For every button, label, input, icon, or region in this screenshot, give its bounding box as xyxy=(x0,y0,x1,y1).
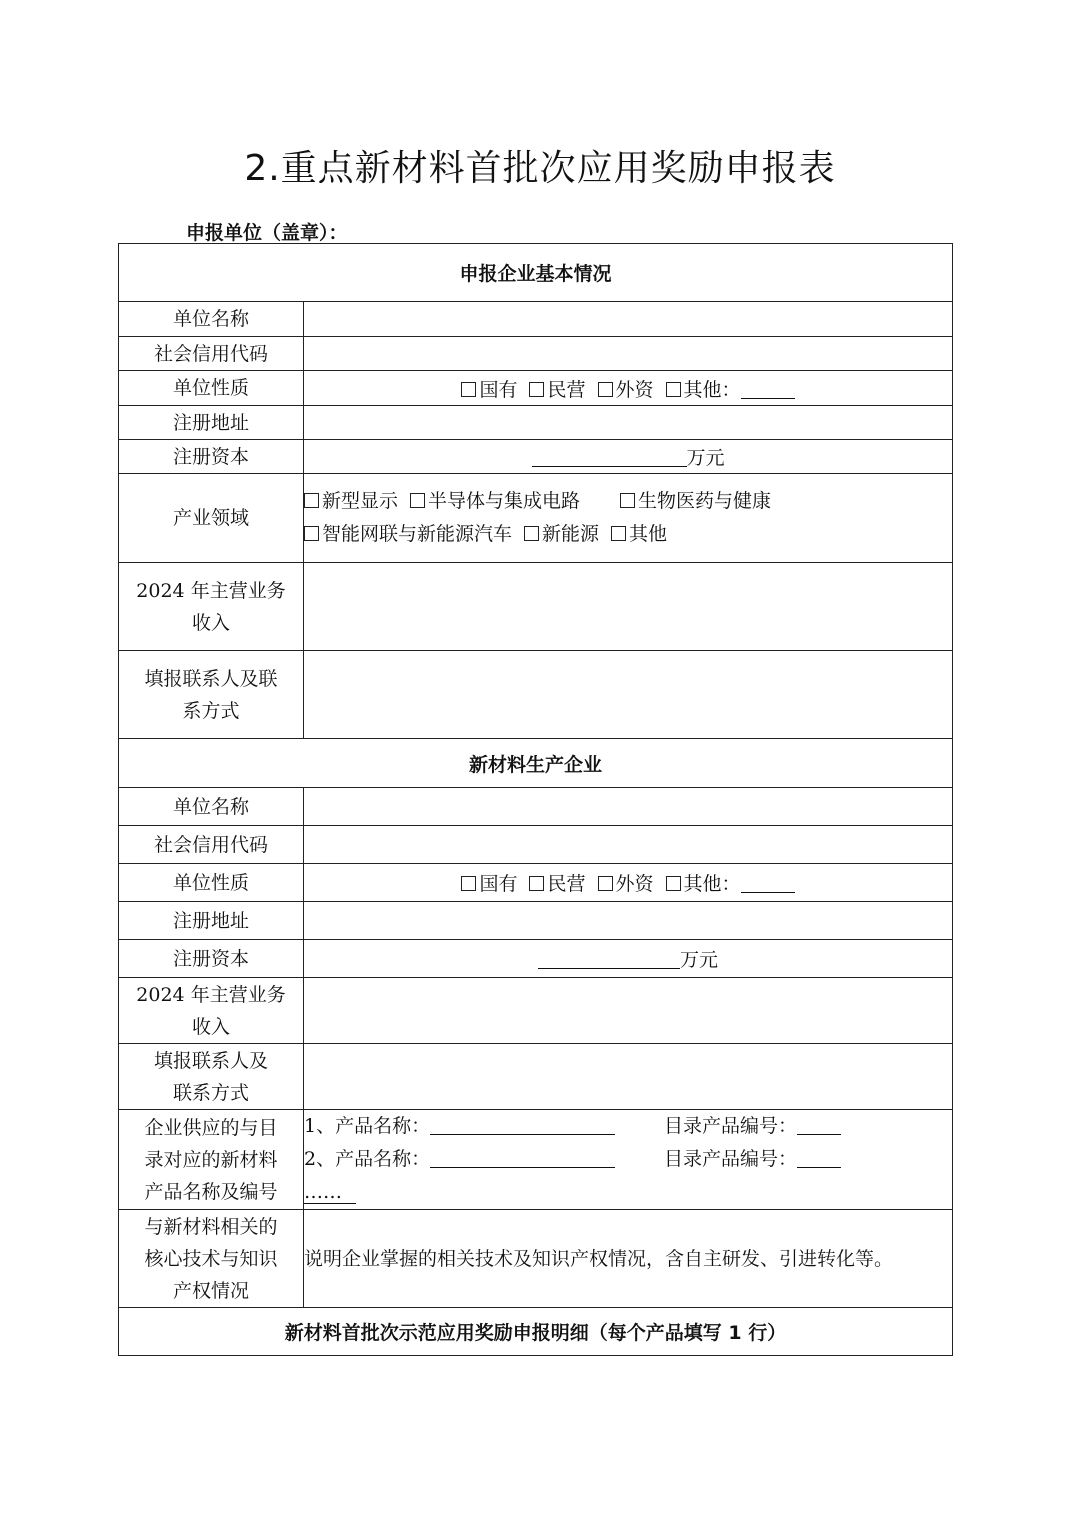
s2-capital-blank[interactable] xyxy=(538,948,680,969)
s1-nature-label: 单位性质 xyxy=(119,371,304,406)
s1-capital-unit: 万元 xyxy=(686,447,725,469)
s1-contact-label: 填报联系人及联 系方式 xyxy=(119,651,304,739)
s1-field-option-display[interactable]: 新型显示 xyxy=(304,485,398,518)
s1-field-option-vehicles[interactable]: 智能网联与新能源汽车 xyxy=(304,518,512,551)
s2-tech-field[interactable] xyxy=(304,1210,953,1308)
s1-field-options xyxy=(304,474,953,563)
s1-credit-label: 社会信用代码 xyxy=(119,337,304,371)
s1-field-option-semiconductor[interactable]: 半导体与集成电路 xyxy=(410,485,580,518)
s2-capital-unit: 万元 xyxy=(680,949,719,971)
s2-capital-label: 注册资本 xyxy=(119,940,304,978)
s1-nature-other-blank[interactable] xyxy=(741,378,795,399)
s1-address-field[interactable] xyxy=(304,406,953,440)
s1-name-label: 单位名称 xyxy=(119,302,304,337)
s2-product1-code-blank[interactable] xyxy=(797,1114,841,1135)
s2-product-more: …… xyxy=(304,1181,356,1204)
s1-name-field[interactable] xyxy=(304,302,953,337)
checkbox-icon xyxy=(666,382,681,397)
s2-tech-note: 说明企业掌握的相关技术及知识产权情况，含自主研发、引进转化等。 xyxy=(304,1247,894,1270)
s2-revenue-field[interactable] xyxy=(304,978,953,1044)
s2-contact-field[interactable] xyxy=(304,1044,953,1110)
s2-product-list xyxy=(304,1110,953,1210)
s2-product-label: 企业供应的与目 录对应的新材料 产品名称及编号 xyxy=(119,1110,304,1210)
s1-nature-option-other[interactable]: 其他： xyxy=(666,375,795,402)
s1-field-option-new-energy[interactable]: 新能源 xyxy=(524,518,599,551)
s1-field-option-other[interactable]: 其他 xyxy=(611,518,667,551)
checkbox-icon xyxy=(666,876,681,891)
checkbox-icon xyxy=(410,493,425,508)
checkbox-icon xyxy=(611,526,626,541)
s1-credit-field[interactable] xyxy=(304,337,953,371)
s2-nature-options xyxy=(304,864,953,902)
checkbox-icon xyxy=(620,493,635,508)
s2-nature-option-foreign[interactable]: 外资 xyxy=(598,869,654,896)
s1-field-label: 产业领域 xyxy=(119,474,304,563)
checkbox-icon xyxy=(529,382,544,397)
s2-address-field[interactable] xyxy=(304,902,953,940)
s1-nature-option-foreign[interactable]: 外资 xyxy=(598,375,654,402)
s1-field-option-biomedicine[interactable]: 生物医药与健康 xyxy=(620,485,771,518)
checkbox-icon xyxy=(598,382,613,397)
s2-nature-label: 单位性质 xyxy=(119,864,304,902)
checkbox-icon xyxy=(461,382,476,397)
s2-name-field[interactable] xyxy=(304,788,953,826)
s2-nature-other-blank[interactable] xyxy=(741,872,795,893)
s1-nature-option-private[interactable]: 民营 xyxy=(529,375,585,402)
s2-credit-label: 社会信用代码 xyxy=(119,826,304,864)
s2-product-row-2: 2、产品名称： 目录产品编号： xyxy=(304,1143,952,1176)
s2-contact-label: 填报联系人及 联系方式 xyxy=(119,1044,304,1110)
s1-address-label: 注册地址 xyxy=(119,406,304,440)
s2-product2-code-blank[interactable] xyxy=(797,1147,841,1168)
s1-contact-field[interactable] xyxy=(304,651,953,739)
section-header-award-detail: 新材料首批次示范应用奖励申报明细（每个产品填写 1 行） xyxy=(119,1308,953,1356)
s2-nature-option-private[interactable]: 民营 xyxy=(529,869,585,896)
s2-credit-field[interactable] xyxy=(304,826,953,864)
s2-revenue-label: 2024 年主营业务 收入 xyxy=(119,978,304,1044)
s1-revenue-field[interactable] xyxy=(304,563,953,651)
s2-address-label: 注册地址 xyxy=(119,902,304,940)
s1-capital-field xyxy=(304,440,953,474)
checkbox-icon xyxy=(304,493,319,508)
page-title: 2.重点新材料首批次应用奖励申报表 xyxy=(244,148,836,189)
application-form-table xyxy=(118,243,953,1356)
s2-tech-label: 与新材料相关的 核心技术与知识 产权情况 xyxy=(119,1210,304,1308)
s1-revenue-label: 2024 年主营业务 收入 xyxy=(119,563,304,651)
s2-nature-option-other[interactable]: 其他： xyxy=(666,869,795,896)
s2-name-label: 单位名称 xyxy=(119,788,304,826)
s2-nature-option-state[interactable]: 国有 xyxy=(461,869,517,896)
s2-product1-name-blank[interactable] xyxy=(430,1114,615,1135)
s2-capital-field xyxy=(304,940,953,978)
checkbox-icon xyxy=(524,526,539,541)
section-header-applicant: 申报企业基本情况 xyxy=(119,244,953,302)
checkbox-icon xyxy=(529,876,544,891)
applicant-unit-label: 申报单位（盖章）： xyxy=(186,222,348,244)
s1-capital-blank[interactable] xyxy=(532,446,687,467)
checkbox-icon xyxy=(304,526,319,541)
section-header-producer: 新材料生产企业 xyxy=(119,739,953,788)
s2-product-row-1: 1、产品名称： 目录产品编号： xyxy=(304,1110,952,1143)
s1-nature-options xyxy=(304,371,953,406)
checkbox-icon xyxy=(461,876,476,891)
s2-product2-name-blank[interactable] xyxy=(430,1147,615,1168)
s1-capital-label: 注册资本 xyxy=(119,440,304,474)
s1-nature-option-state[interactable]: 国有 xyxy=(461,375,517,402)
checkbox-icon xyxy=(598,876,613,891)
